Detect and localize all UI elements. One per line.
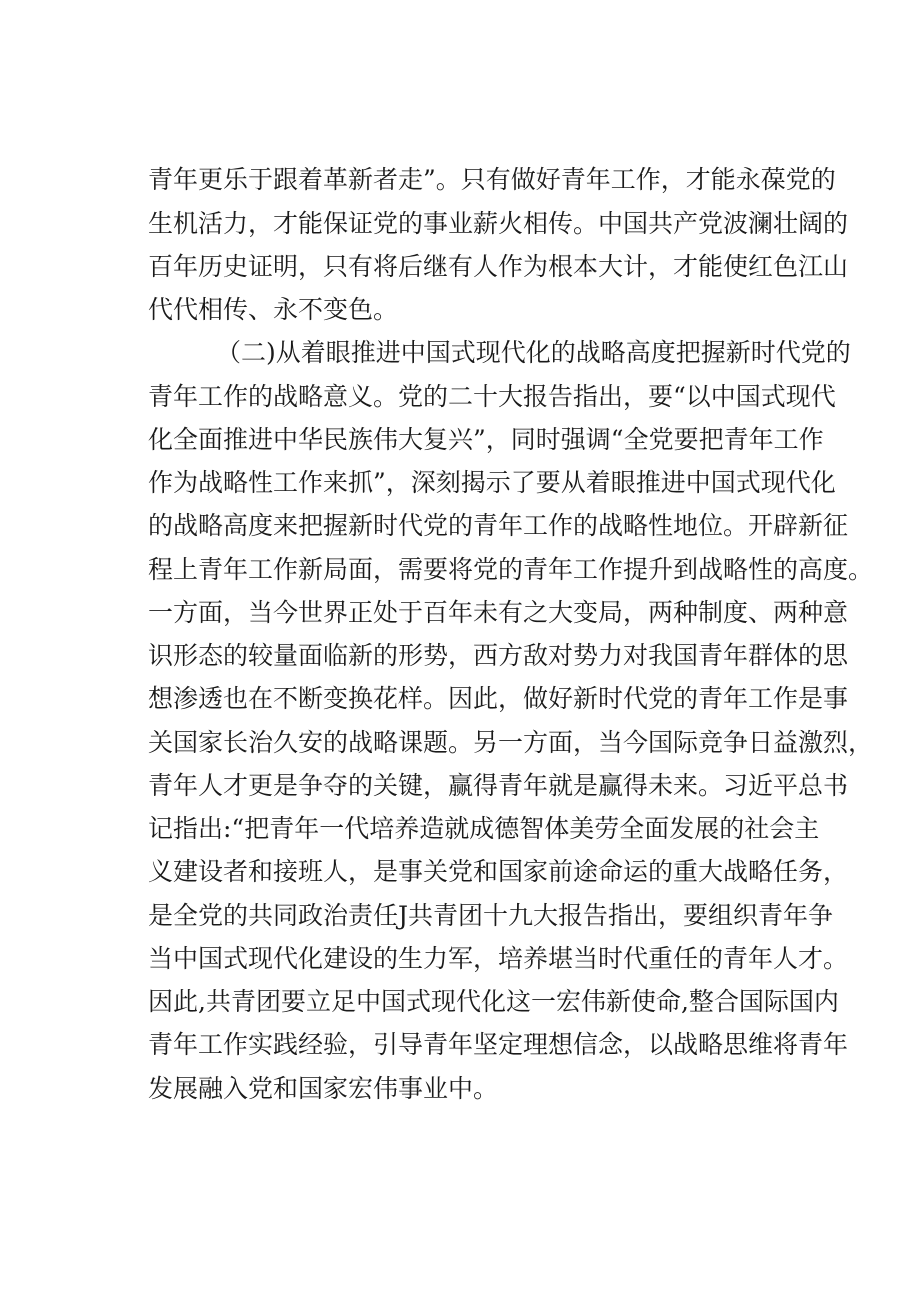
text-line: 是全党的共同政治责任J共青团十九大报告指出，要组织青年争 [148, 901, 834, 930]
text-line: 一方面，当今世界正处于百年未有之大变局，两种制度、两种意 [148, 598, 849, 627]
text-line: 青年工作实践经验，引导青年坚定理想信念，以战略思维将青年 [148, 1030, 849, 1059]
text-line: 识形态的较量面临新的形势，西方敌对势力对我国青年群体的思 [148, 641, 849, 670]
text-line: 作为战略性工作来抓”，深刻揭示了要从着眼推进中国式现代化 [148, 468, 836, 497]
text-line: 青年工作的战略意义。党的二十大报告指出，要“以中国式现代 [148, 382, 836, 411]
text-line: 生机活力，才能保证党的事业薪火相传。中国共产党波澜壮阔的 [148, 209, 849, 238]
paragraph-heading-line: （二)从着眼推进中国式现代化的战略高度把握新时代党的 [216, 338, 851, 367]
text-line: 青年人才更是争夺的关键，赢得青年就是赢得未来。习近平总书 [148, 771, 849, 800]
text-line: 程上青年工作新局面，需要将党的青年工作提升到战略性的高度。 [148, 555, 874, 584]
text-line: 记指出:“把青年一代培养造就成德智体美劳全面发展的社会主 [148, 814, 820, 843]
text-line: 想渗透也在不断变换花样。因此，做好新时代党的青年工作是事 [148, 684, 849, 713]
text-line: 的战略高度来把握新时代党的青年工作的战略性地位。开辟新征 [148, 511, 849, 540]
text-line: 发展融入党和国家宏伟事业中。 [148, 1074, 499, 1103]
text-line: 义建设者和接班人，是事关党和国家前途命运的重大战略任务， [148, 857, 849, 886]
text-line: 当中国式现代化建设的生力军，培养堪当时代重任的青年人才。 [148, 944, 849, 973]
text-line: 青年更乐于跟着革新者走”。只有做好青年工作，才能永葆党的 [148, 165, 836, 194]
text-line: 百年历史证明，只有将后继有人作为根本大计，才能使红色江山 [148, 252, 849, 281]
text-line: 关国家长治久安的战略课题。另一方面，当今国际竞争日益激烈， [148, 728, 874, 757]
text-line: 代代相传、永不变色。 [148, 295, 399, 324]
text-line: 化全面推进中华民族伟大复兴”，同时强调“全党要把青年工作 [148, 425, 824, 454]
text-line: 因此,共青团要立足中国式现代化这一宏伟新使命,整合国际国内 [148, 987, 839, 1016]
